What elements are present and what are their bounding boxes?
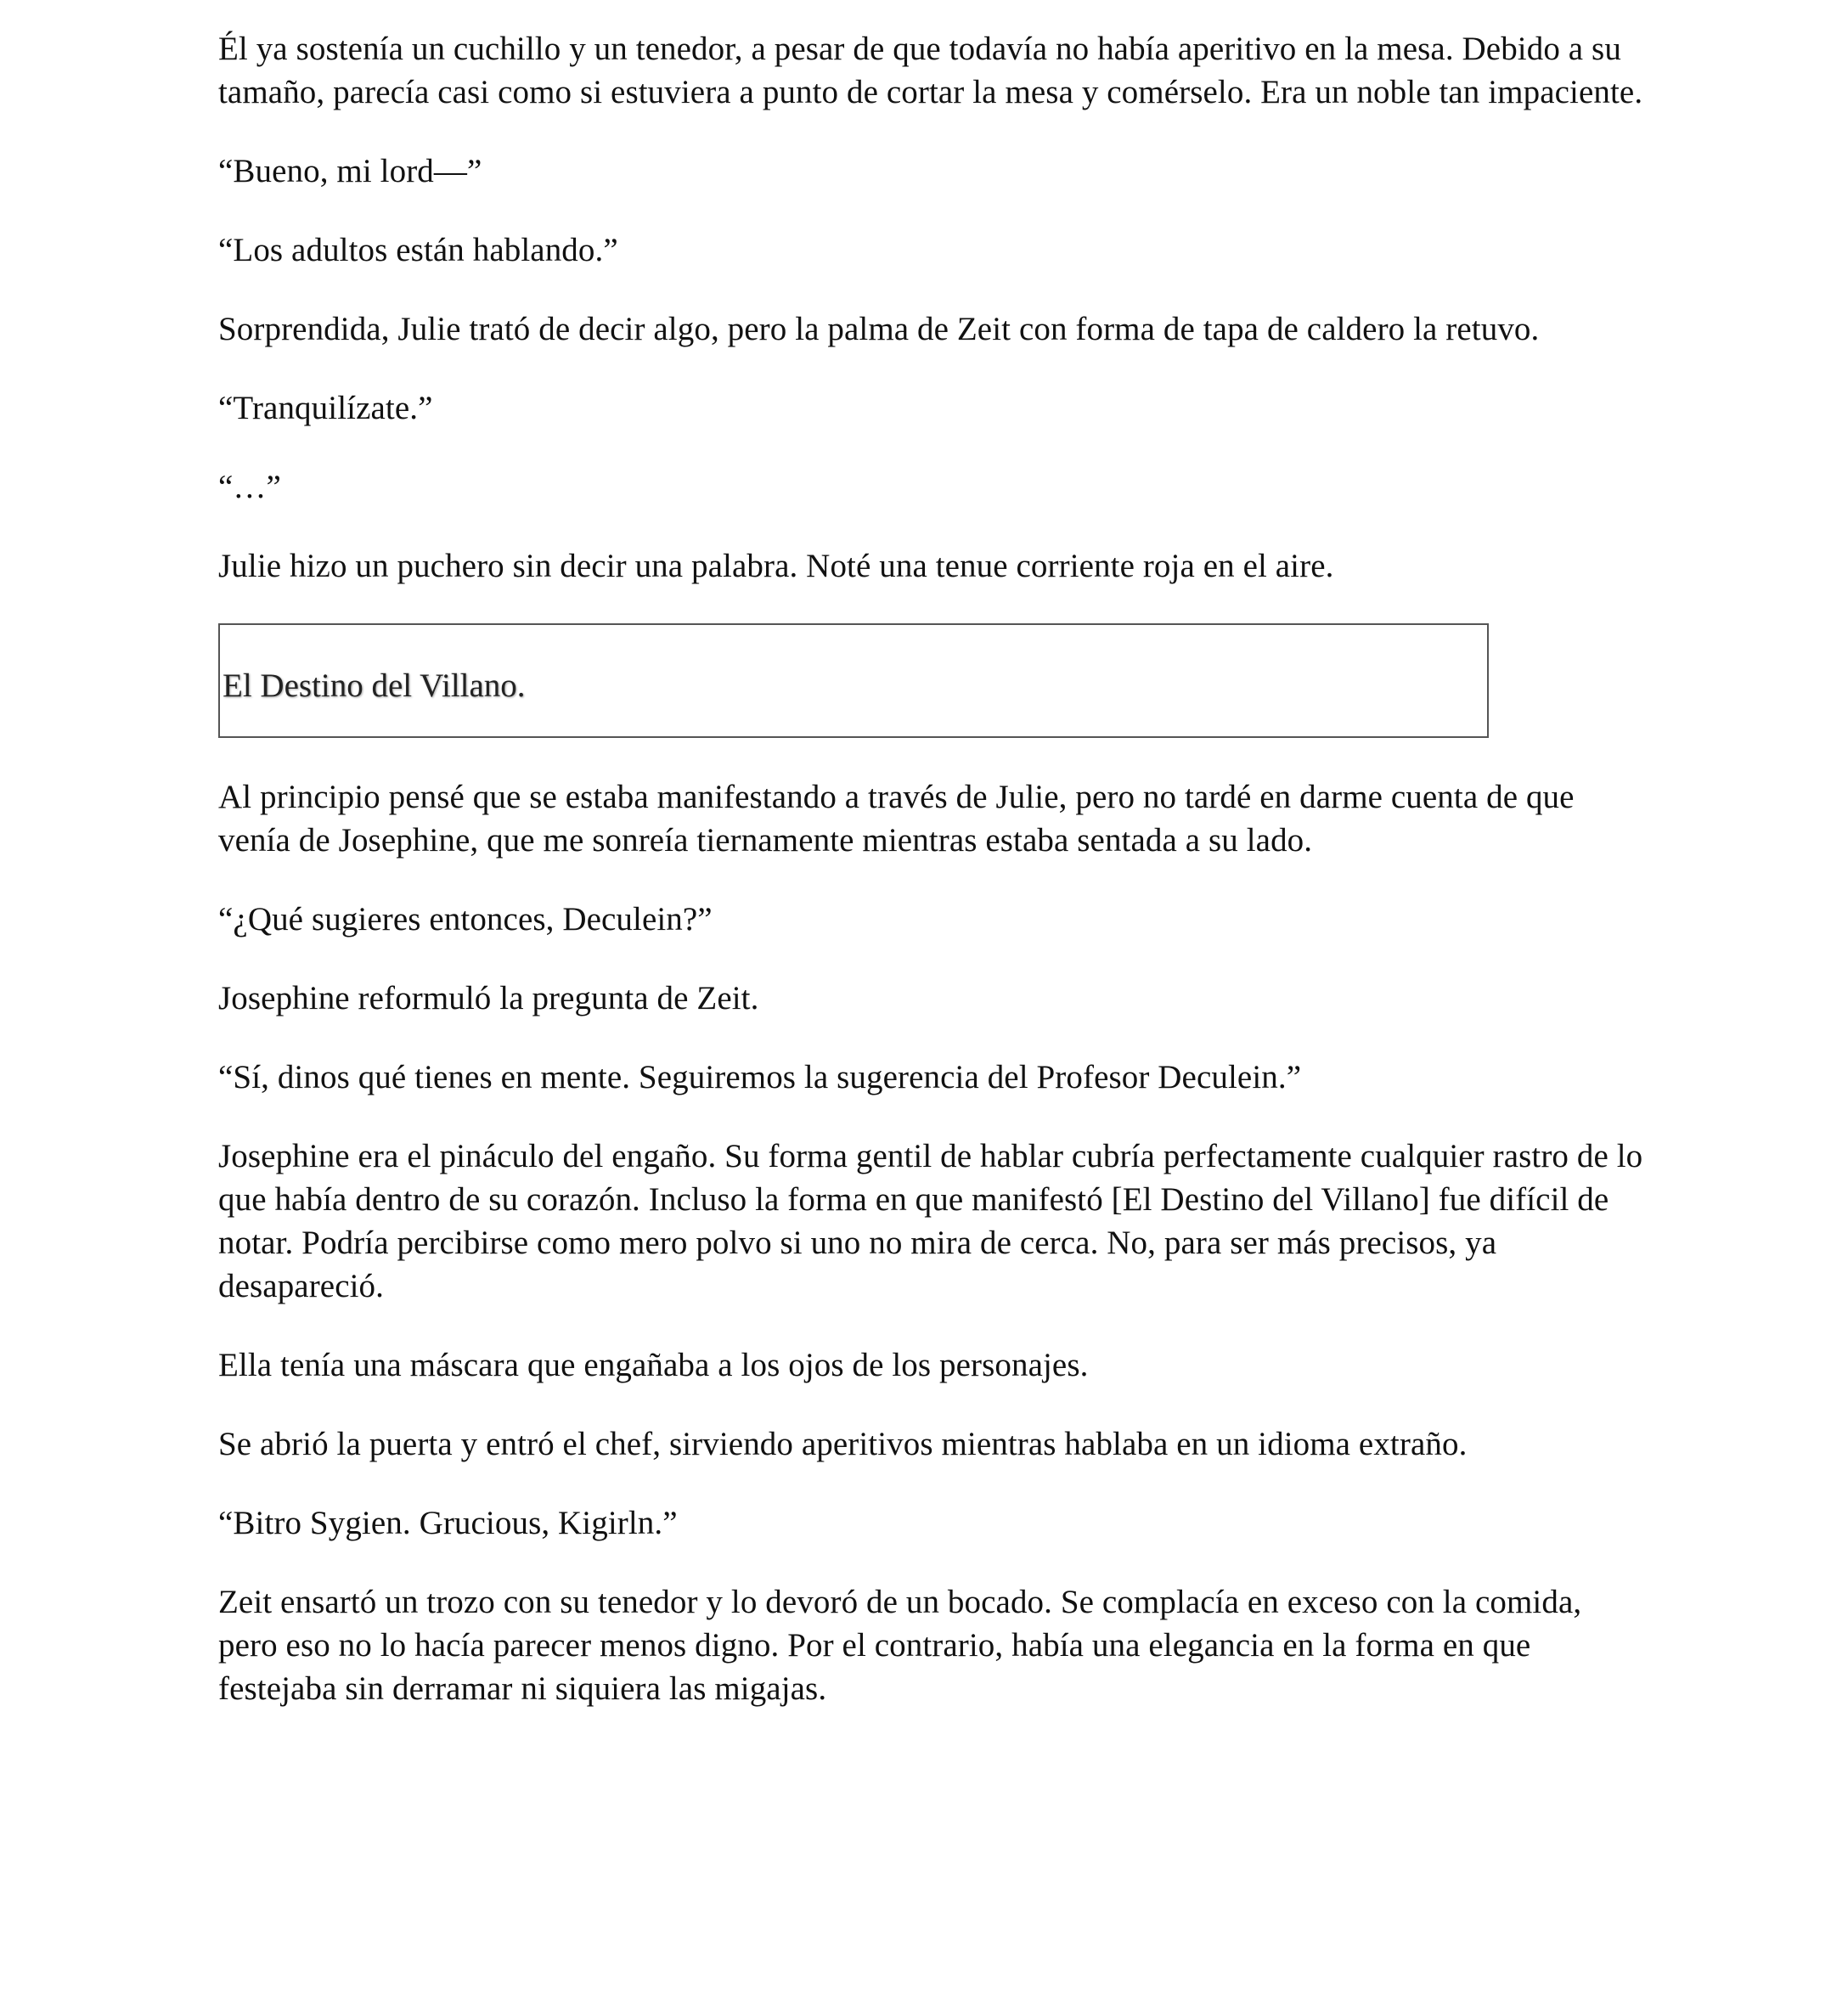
system-message-text: El Destino del Villano. — [223, 667, 526, 704]
paragraph: Josephine reformuló la pregunta de Zeit. — [218, 980, 759, 1016]
dialogue-line: “Bitro Sygien. Grucious, Kigirln.” — [218, 1505, 678, 1541]
paragraph: Al principio pensé que se estaba manifestando a través de Julie, pero no tardé en darme cuenta de que venía de Josephine, que me sonreía tiernamente mientras estaba sentada a su lado. — [218, 779, 1575, 859]
dialogue-line: “Tranquilízate.” — [218, 390, 433, 426]
paragraph: Zeit ensartó un trozo con su tenedor y lo devoró de un bocado. Se complacía en exceso con la comida, pero eso no lo hacía parecer menos digno. Por el contrario, había una elegancia en la forma en que festejaba sin derramar ni siquiera las migajas. — [218, 1584, 1582, 1707]
paragraph: Josephine era el pináculo del engaño. Su forma gentil de hablar cubría perfectamente cualquier rastro de lo que había dentro de su corazón. Incluso la forma en que manifestó [El Destino del Villano] fue difícil de notar. Podría percibirse como mero polvo si uno no mira de cerca. No, para ser más precisos, ya desapareció. — [218, 1138, 1643, 1304]
dialogue-line: “Bueno, mi lord—” — [218, 153, 482, 189]
paragraph: Se abrió la puerta y entró el chef, sirviendo aperitivos mientras hablaba en un idioma extraño. — [218, 1426, 1468, 1462]
paragraph: Julie hizo un puchero sin decir una palabra. Noté una tenue corriente roja en el aire. — [218, 548, 1334, 584]
system-message-box — [218, 623, 1489, 738]
dialogue-line: “…” — [218, 469, 281, 505]
document-page — [218, 27, 1645, 1746]
dialogue-line: “Sí, dinos qué tienes en mente. Seguiremos la sugerencia del Profesor Deculein.” — [218, 1059, 1302, 1095]
dialogue-line: “¿Qué sugieres entonces, Deculein?” — [218, 901, 713, 938]
paragraph: Ella tenía una máscara que engañaba a los ojos de los personajes. — [218, 1347, 1089, 1383]
paragraph: Sorprendida, Julie trató de decir algo, pero la palma de Zeit con forma de tapa de caldero la retuvo. — [218, 311, 1540, 347]
paragraph: Él ya sostenía un cuchillo y un tenedor, a pesar de que todavía no había aperitivo en la mesa. Debido a su tamaño, parecía casi como si estuviera a punto de cortar la mesa y comérselo. Era un noble tan impaciente. — [218, 31, 1643, 110]
dialogue-line: “Los adultos están hablando.” — [218, 232, 618, 268]
